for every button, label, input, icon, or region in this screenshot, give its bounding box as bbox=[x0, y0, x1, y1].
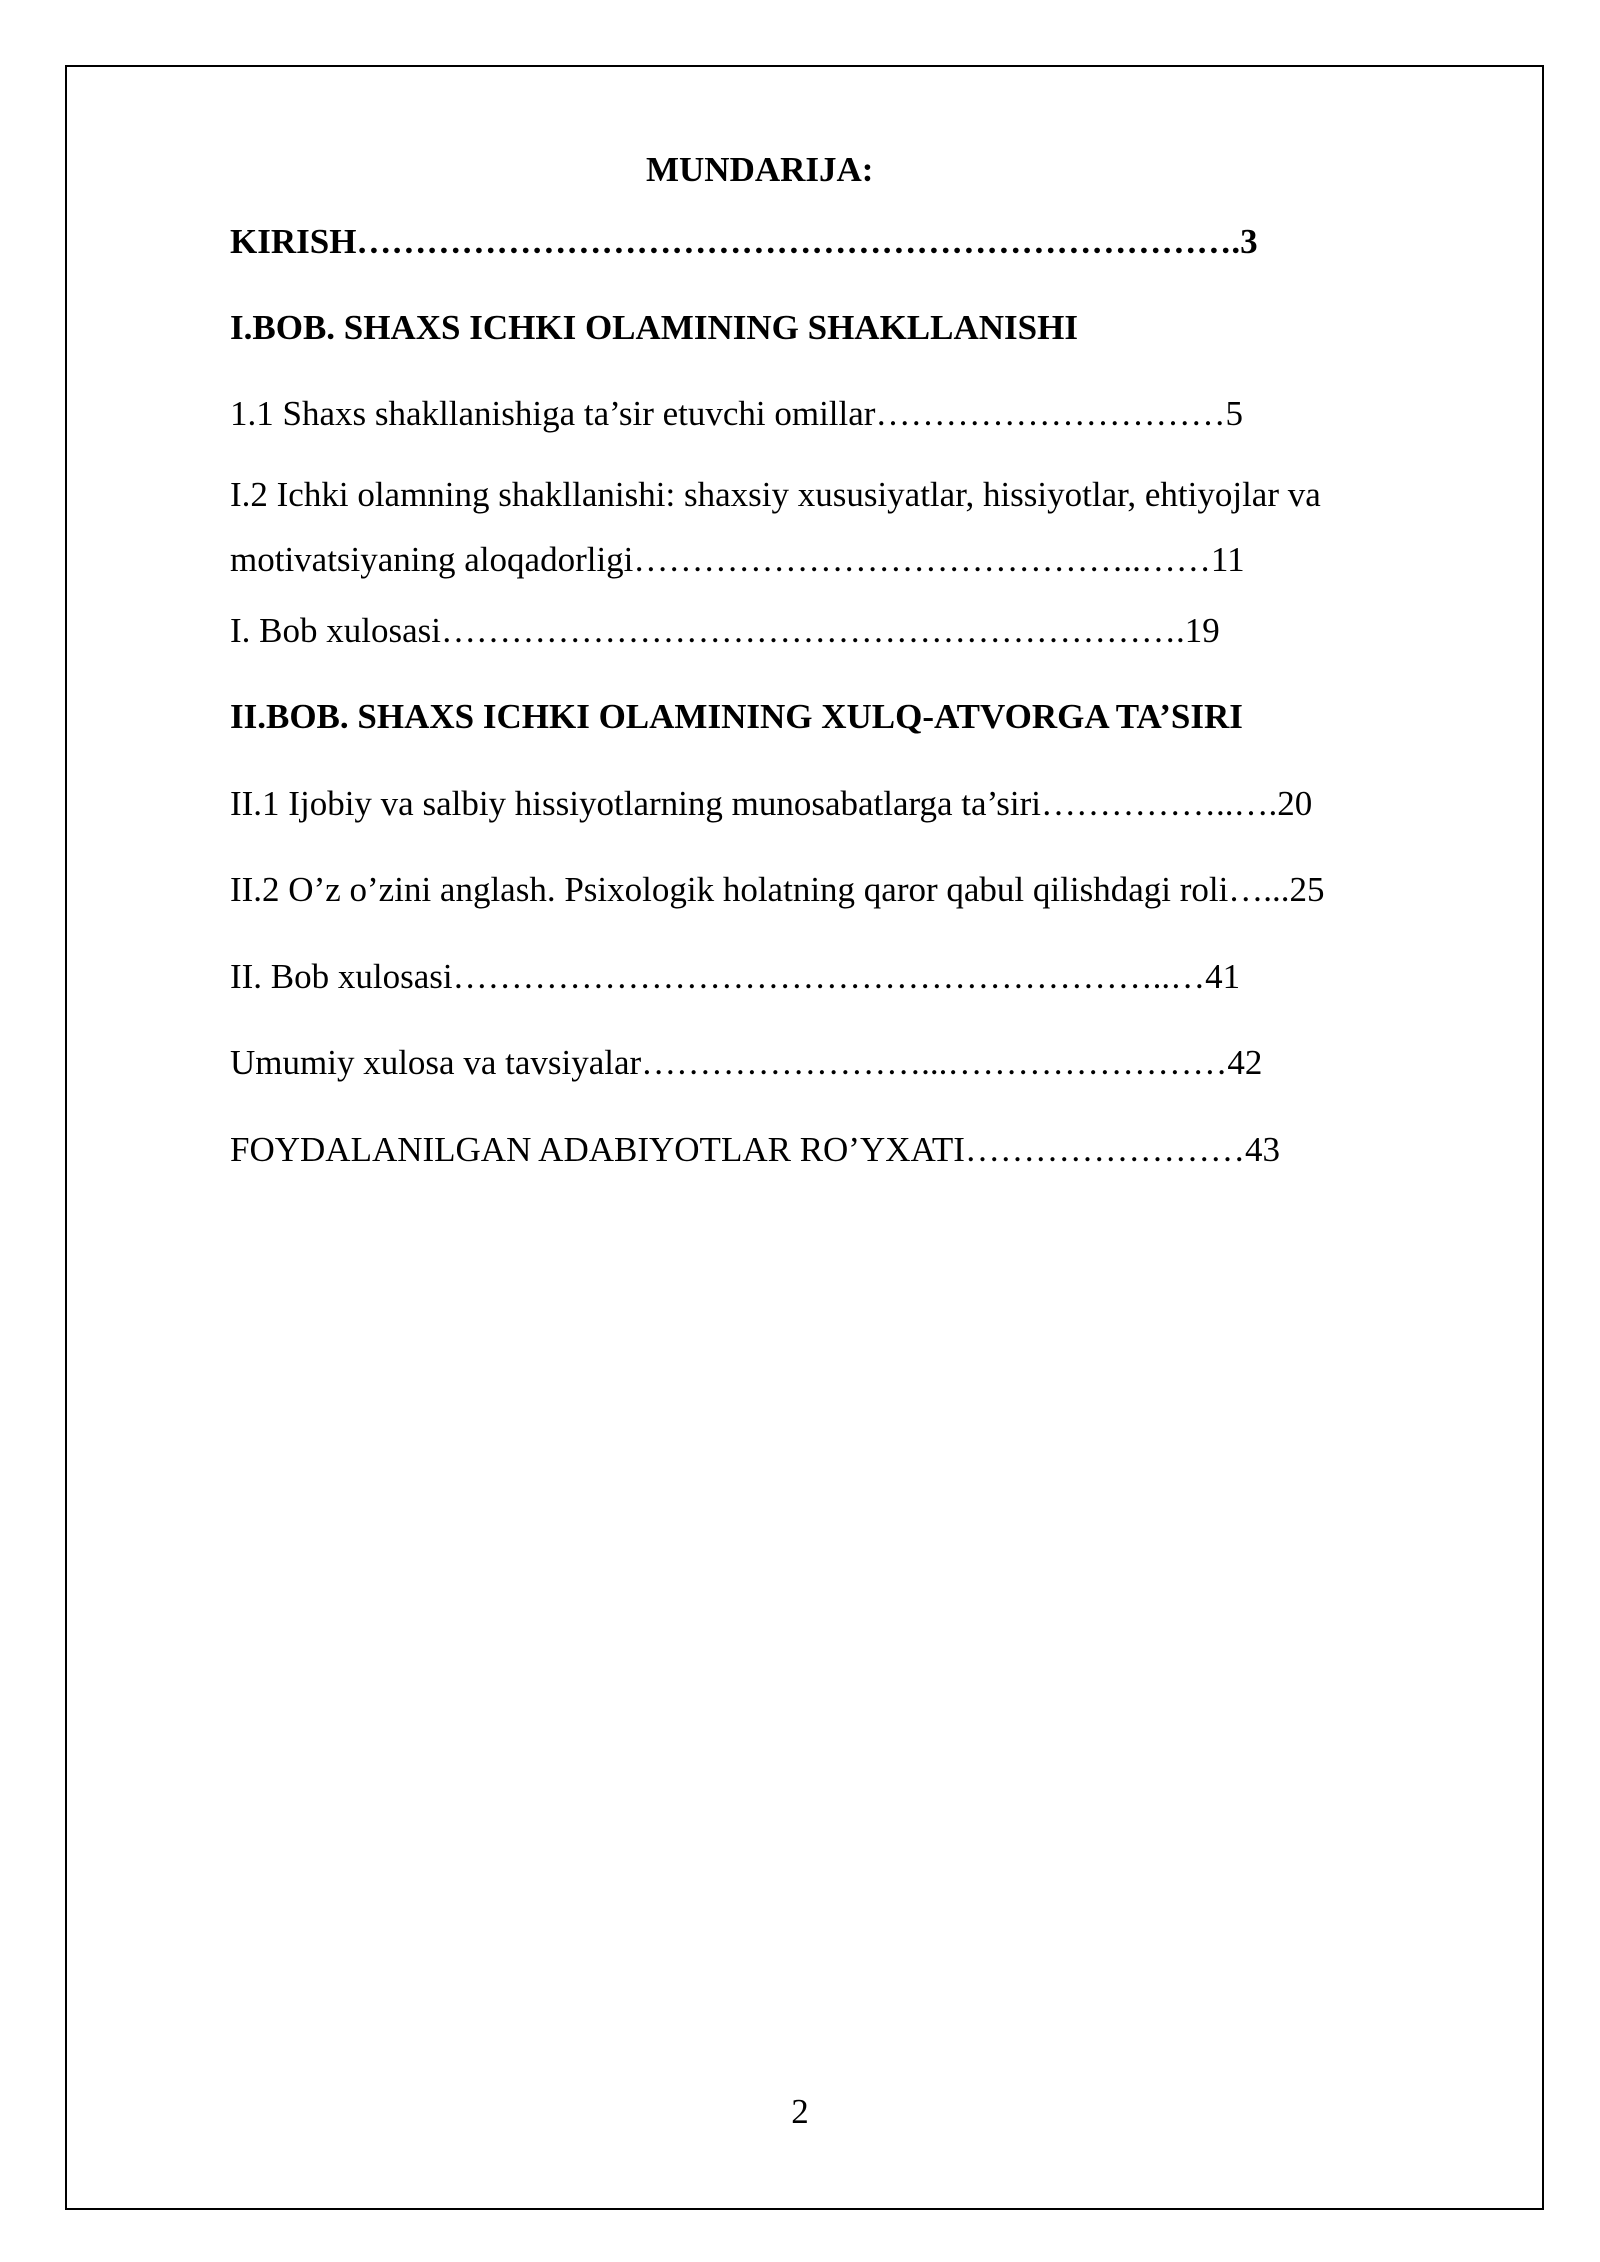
page-number: 2 bbox=[791, 2092, 809, 2131]
toc-entry-section-2-1: II.1 Ijobiy va salbiy hissiyotlarning munosabatlarga ta’siri……………..….20 bbox=[230, 784, 1313, 823]
toc-entry-chapter-1-conclusion: I. Bob xulosasi……………………………………………………….19 bbox=[230, 611, 1220, 650]
toc-entry-chapter-1: I.BOB. SHAXS ICHKI OLAMINING SHAKLLANISHI bbox=[230, 308, 1078, 347]
toc-entry-chapter-2-conclusion: II. Bob xulosasi……………………………………………………..…41 bbox=[230, 957, 1241, 996]
toc-title: MUNDARIJA: bbox=[646, 150, 874, 189]
toc-entry-section-2-2: II.2 O’z o’zini anglash. Psixologik holatning qaror qabul qilishdagi roli…...25 bbox=[230, 870, 1325, 909]
toc-entry-general-conclusion: Umumiy xulosa va tavsiyalar……………………...……………………42 bbox=[230, 1043, 1263, 1082]
toc-entry-chapter-2: II.BOB. SHAXS ICHKI OLAMINING XULQ-ATVORGA TA’SIRI bbox=[230, 697, 1243, 736]
toc-entry-references: FOYDALANILGAN ADABIYOTLAR RO’YXATI……………………43 bbox=[230, 1130, 1280, 1169]
toc-entry-section-1-1: 1.1 Shaxs shakllanishiga ta’sir etuvchi omillar…………………………5 bbox=[230, 394, 1243, 433]
toc-entry-section-1-2: I.2 Ichki olamning shakllanishi: shaxsiy xususiyatlar, hissiyotlar, ehtiyojlar va motivatsiyaning aloqadorligi……………………………………..……11 bbox=[230, 475, 1321, 579]
toc-entry-kirish: KIRISH………………………………………………………………….3 bbox=[230, 222, 1258, 261]
